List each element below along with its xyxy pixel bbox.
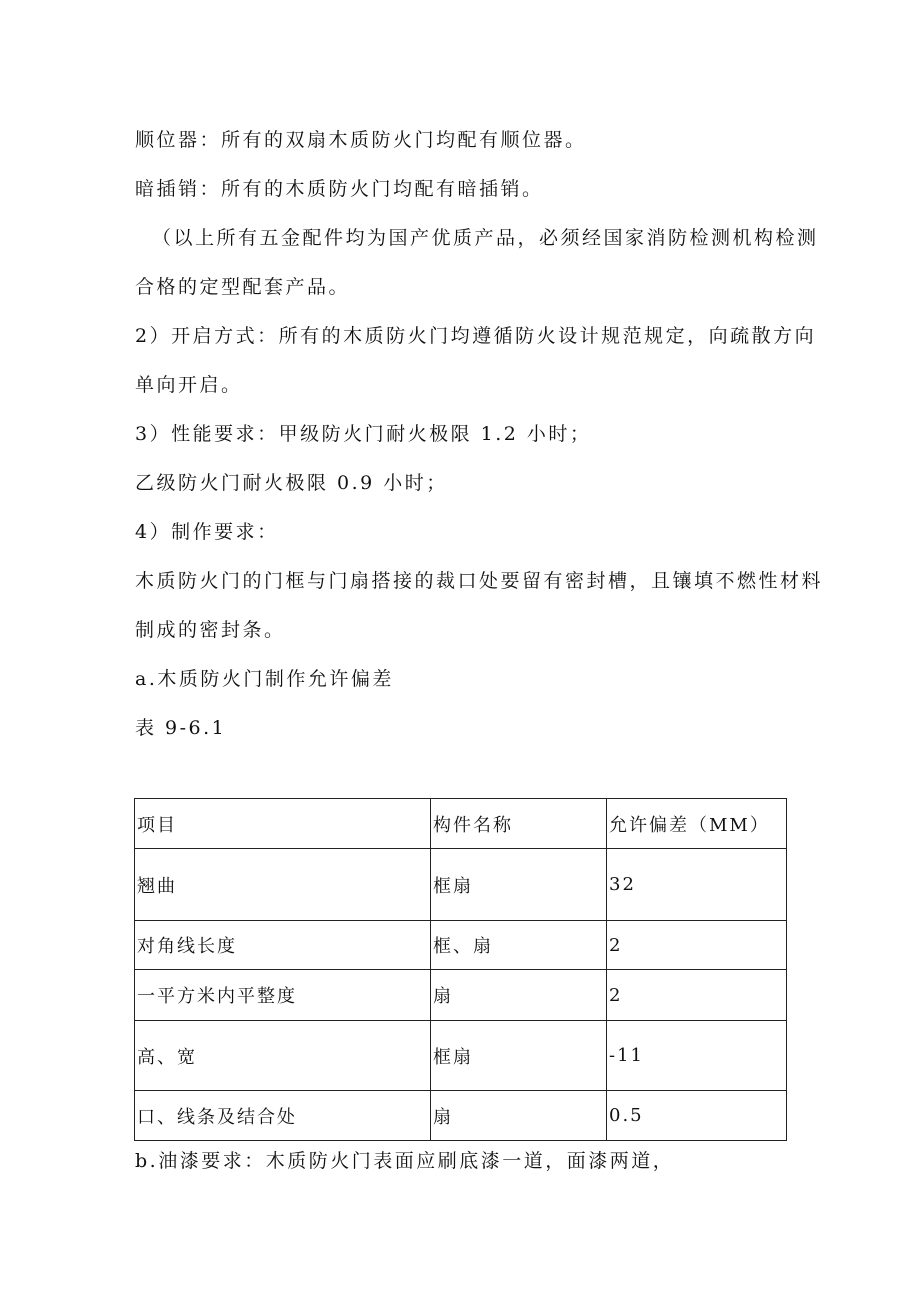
- cell-item: 对角线长度: [135, 921, 431, 970]
- cell-item: 口、线条及结合处: [135, 1091, 431, 1141]
- header-component: 构件名称: [431, 799, 607, 849]
- paragraph-performance-b: 乙级防火门耐火极限 0.9 小时；: [135, 472, 448, 494]
- paragraph-hardware-note-2: 合格的定型配套产品。: [135, 276, 351, 298]
- cell-item: 翘曲: [135, 849, 431, 921]
- paragraph-opening-method-1: 2）开启方式：所有的木质防火门均遵循防火设计规范规定，向疏散方向: [135, 325, 817, 347]
- table-row: [135, 1021, 787, 1091]
- cell-component: 框扇: [431, 1021, 607, 1091]
- table-row: [135, 1091, 787, 1141]
- table-caption: 表 9-6.1: [135, 717, 227, 739]
- cell-tolerance: 0.5: [607, 1091, 787, 1141]
- cell-component: 框扇: [431, 849, 607, 921]
- cell-component: 扇: [431, 970, 607, 1021]
- paragraph-concealed-bolt: 暗插销：所有的木质防火门均配有暗插销。: [135, 178, 544, 200]
- cell-component: 框、扇: [431, 921, 607, 970]
- cell-tolerance: 2: [607, 921, 787, 970]
- table-row: [135, 970, 787, 1021]
- header-item: 项目: [135, 799, 431, 849]
- table-row: [135, 849, 787, 921]
- paragraph-hardware-note-1: （以上所有五金配件均为国产优质产品，必须经国家消防检测机构检测: [152, 227, 819, 249]
- cell-tolerance: 2: [607, 970, 787, 1021]
- paragraph-fabrication-1: 木质防火门的门框与门扇搭接的裁口处要留有密封槽，且镶填不燃性材料: [135, 570, 824, 592]
- paragraph-performance-a: 3）性能要求：甲级防火门耐火极限 1.2 小时；: [135, 423, 592, 445]
- paragraph-tolerance-heading: a.木质防火门制作允许偏差: [135, 668, 394, 690]
- cell-item: 一平方米内平整度: [135, 970, 431, 1021]
- paragraph-fabrication-2: 制成的密封条。: [135, 619, 286, 641]
- paragraph-paint-requirement: b.油漆要求：木质防火门表面应刷底漆一道，面漆两道，: [135, 1150, 675, 1172]
- cell-component: 扇: [431, 1091, 607, 1141]
- paragraph-fabrication-heading: 4）制作要求：: [135, 521, 279, 543]
- paragraph-opening-method-2: 单向开启。: [135, 374, 243, 396]
- table-row: [135, 921, 787, 970]
- cell-tolerance: -11: [607, 1021, 787, 1091]
- cell-item: 高、宽: [135, 1021, 431, 1091]
- tolerance-table: [134, 798, 787, 1141]
- cell-tolerance: 32: [607, 849, 787, 921]
- header-tolerance: 允许偏差（MM）: [607, 799, 787, 849]
- table-header-row: [135, 799, 787, 849]
- paragraph-sequencer: 顺位器：所有的双扇木质防火门均配有顺位器。: [135, 129, 587, 151]
